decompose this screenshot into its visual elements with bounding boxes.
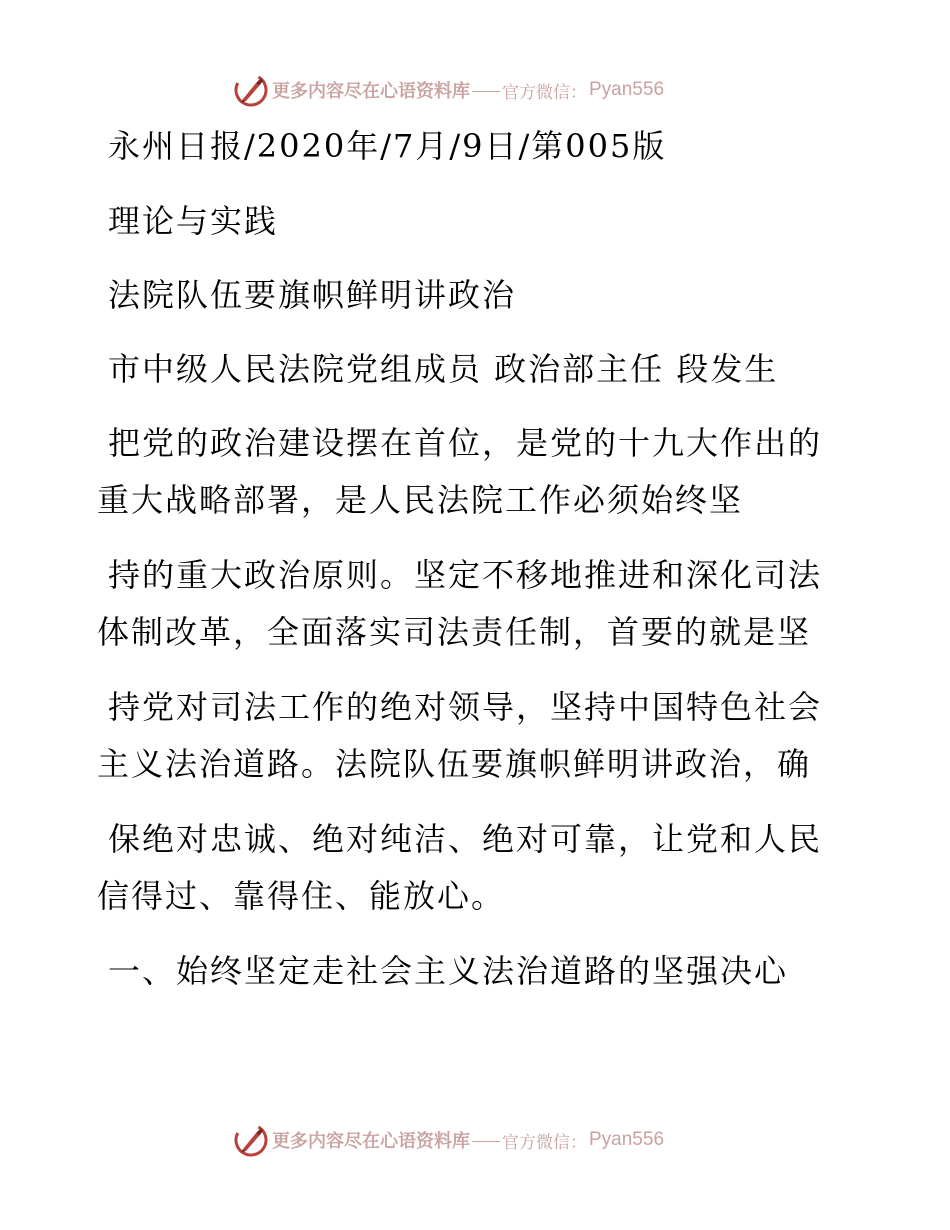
body-line: 体制改革，全面落实司法责任制，首要的就是坚 — [97, 613, 812, 651]
section-heading: 一、始终坚定走社会主义法治道路的坚强决心 — [108, 952, 789, 990]
banner-title: 更多内容尽在心语资料库 — [272, 81, 470, 102]
banner-wechat-id: Pyan556 — [589, 1129, 665, 1150]
document-source: 永州日报/2020年/7月/9日/第005版 — [108, 127, 667, 165]
document-title: 法院队伍要旗帜鲜明讲政治 — [108, 276, 517, 314]
body-line: 持党对司法工作的绝对领导，坚持中国特色社会 — [108, 688, 823, 726]
body-line: 把党的政治建设摆在首位，是党的十九大作出的 — [108, 424, 823, 462]
banner-divider — [472, 91, 500, 92]
document-column: 理论与实践 — [108, 202, 279, 240]
body-line: 保绝对忠诚、绝对纯洁、绝对可靠，让党和人民 — [108, 820, 823, 858]
body-line: 重大战略部署，是人民法院工作必须始终坚 — [97, 481, 744, 519]
document-author: 市中级人民法院党组成员 政治部主任 段发生 — [108, 350, 779, 388]
banner-divider — [472, 1141, 500, 1142]
banner-wechat-label: 官方微信： — [502, 82, 587, 103]
banner-wechat-label: 官方微信： — [502, 1132, 587, 1153]
body-line: 主义法治道路。法院队伍要旗帜鲜明讲政治，确 — [97, 745, 812, 783]
banner-title: 更多内容尽在心语资料库 — [272, 1131, 470, 1152]
quill-pen-logo-icon — [234, 73, 268, 107]
body-line: 信得过、靠得住、能放心。 — [97, 877, 506, 915]
quill-pen-logo-icon — [234, 1123, 268, 1157]
header-watermark-banner — [234, 72, 664, 108]
body-line: 持的重大政治原则。坚定不移地推进和深化司法 — [108, 556, 823, 594]
footer-watermark-banner — [234, 1122, 664, 1158]
banner-wechat-id: Pyan556 — [589, 79, 665, 100]
